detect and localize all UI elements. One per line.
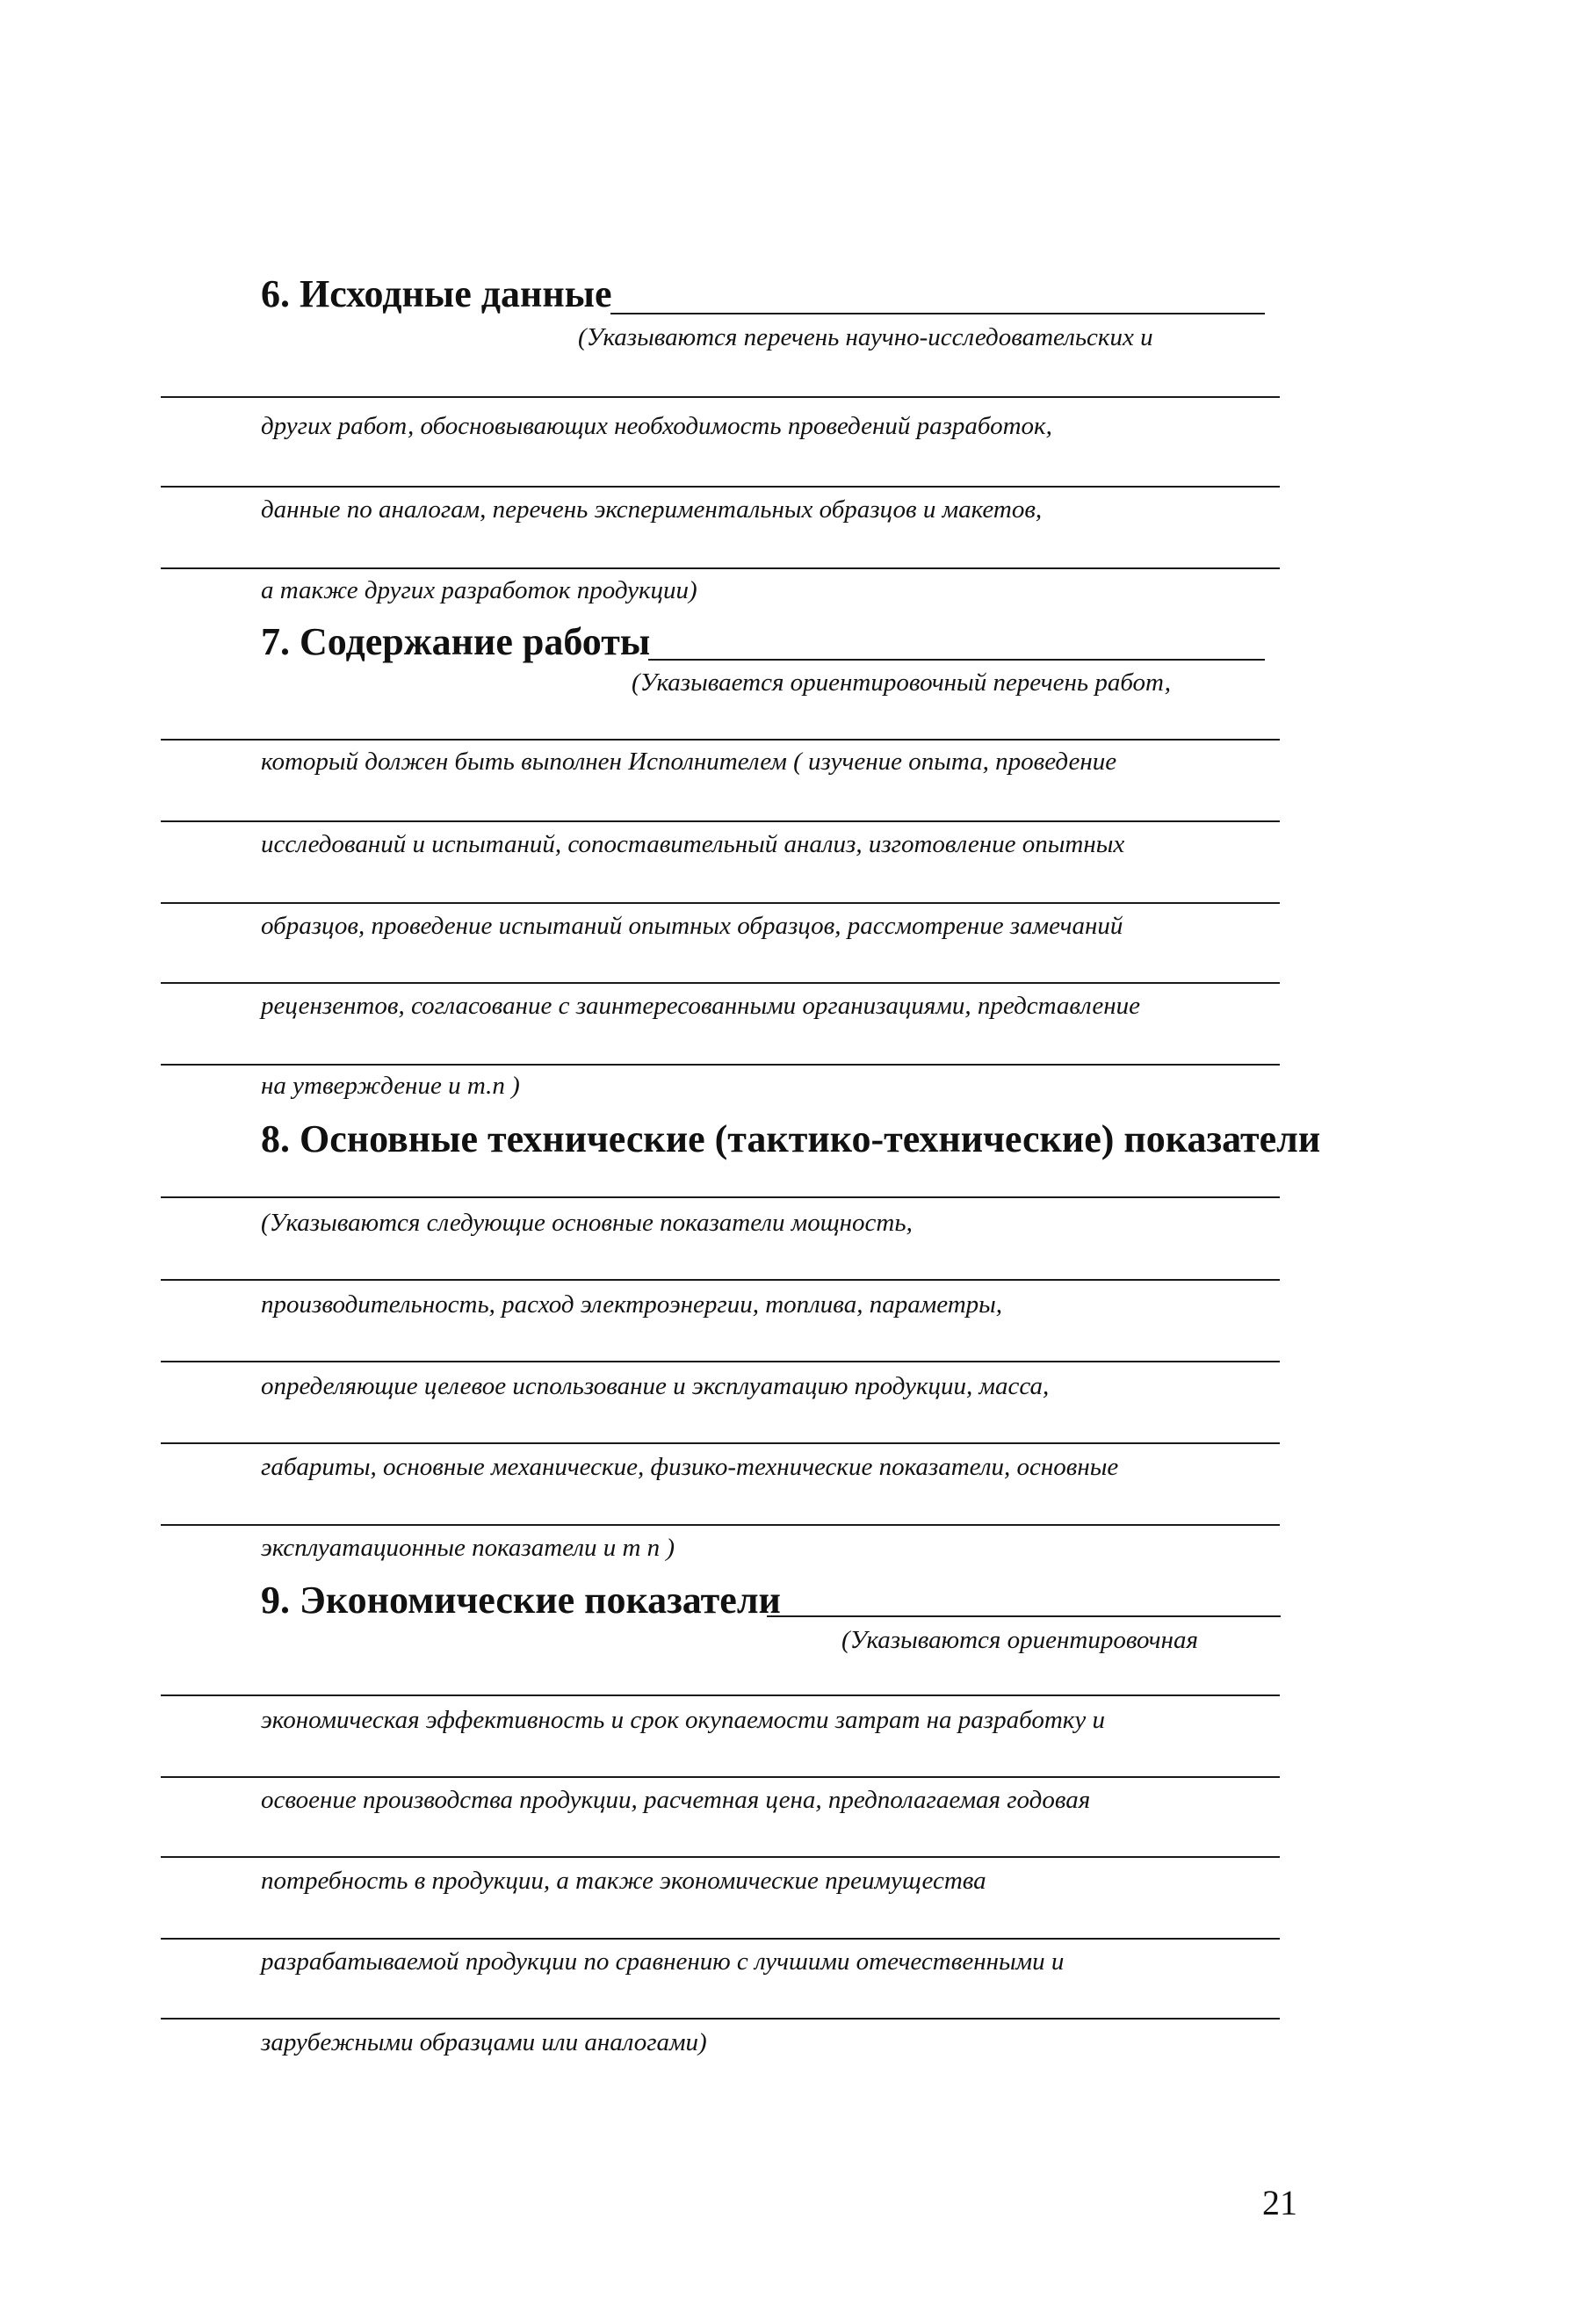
section-8-heading: 8. Основные технические (тактико-технические) показатели: [261, 1117, 1321, 1160]
section-6-note-line: а также других разработок продукции): [261, 576, 697, 604]
section-9-heading: 9. Экономические показатели: [261, 1579, 781, 1622]
section-7-note-line: на утверждение и т.п ): [261, 1072, 520, 1100]
section-8-fill-line: [161, 1442, 1280, 1444]
section-7-fill-line: [161, 982, 1280, 984]
section-7-note-line: (Указывается ориентировочный перечень работ,: [632, 668, 1171, 697]
section-7-note-line: исследований и испытаний, сопоставительный анализ, изготовление опытных: [261, 830, 1125, 858]
section-6-fill-line: [161, 486, 1280, 488]
section-7-note-line: образцов, проведение испытаний опытных образцов, рассмотрение замечаний: [261, 912, 1123, 940]
section-7-fill-line: [161, 739, 1280, 741]
section-6-fill-line: [610, 313, 1265, 314]
section-7-fill-line: [648, 659, 1265, 661]
section-8-fill-line: [161, 1196, 1280, 1198]
section-6-fill-line: [161, 567, 1280, 569]
section-8-note-line: эксплуатационные показатели и т п ): [261, 1534, 675, 1562]
section-9-fill-line: [161, 1694, 1280, 1696]
section-6-heading: 6. Исходные данные: [261, 272, 612, 315]
section-9-note-line: зарубежными образцами или аналогами): [261, 2028, 707, 2056]
section-6-note-line: данные по аналогам, перечень экспериментальных образцов и макетов,: [261, 495, 1043, 524]
section-9-fill-line: [161, 1938, 1280, 1940]
section-7-fill-line: [161, 902, 1280, 904]
section-9-note-line: разрабатываемой продукции по сравнению с лучшими отечественными и: [261, 1947, 1065, 1976]
section-7-fill-line: [161, 1064, 1280, 1066]
section-9-note-line: потребность в продукции, а также экономические преимущества: [261, 1867, 986, 1895]
section-8-fill-line: [161, 1524, 1280, 1526]
section-8-fill-line: [161, 1361, 1280, 1362]
section-9-fill-line: [161, 2018, 1280, 2020]
section-7-fill-line: [161, 820, 1280, 822]
section-7-note-line: рецензентов, согласование с заинтересованными организациями, представление: [261, 992, 1140, 1020]
section-9-fill-line: [161, 1856, 1280, 1858]
page-number: 21: [1262, 2183, 1297, 2222]
section-7-heading: 7. Содержание работы: [261, 620, 651, 663]
section-9-note-line: экономическая эффективность и срок окупаемости затрат на разработку и: [261, 1706, 1105, 1734]
section-8-note-line: (Указываются следующие основные показатели мощность,: [261, 1209, 913, 1237]
section-9-note-line: (Указываются ориентировочная: [841, 1626, 1198, 1654]
section-8-note-line: производительность, расход электроэнергии, топлива, параметры,: [261, 1290, 1003, 1319]
section-9-fill-line: [767, 1615, 1281, 1617]
section-8-note-line: габариты, основные механические, физико-технические показатели, основные: [261, 1453, 1119, 1481]
section-8-fill-line: [161, 1279, 1280, 1281]
section-6-note-line: (Указываются перечень научно-исследовательских и: [578, 323, 1153, 351]
section-6-note-line: других работ, обосновывающих необходимость проведений разработок,: [261, 412, 1052, 440]
section-8-note-line: определяющие целевое использование и эксплуатацию продукции, масса,: [261, 1372, 1050, 1400]
section-9-fill-line: [161, 1776, 1280, 1778]
section-6-fill-line: [161, 396, 1280, 398]
section-7-note-line: который должен быть выполнен Исполнителем ( изучение опыта, проведение: [261, 748, 1117, 776]
section-9-note-line: освоение производства продукции, расчетная цена, предполагаемая годовая: [261, 1786, 1091, 1814]
